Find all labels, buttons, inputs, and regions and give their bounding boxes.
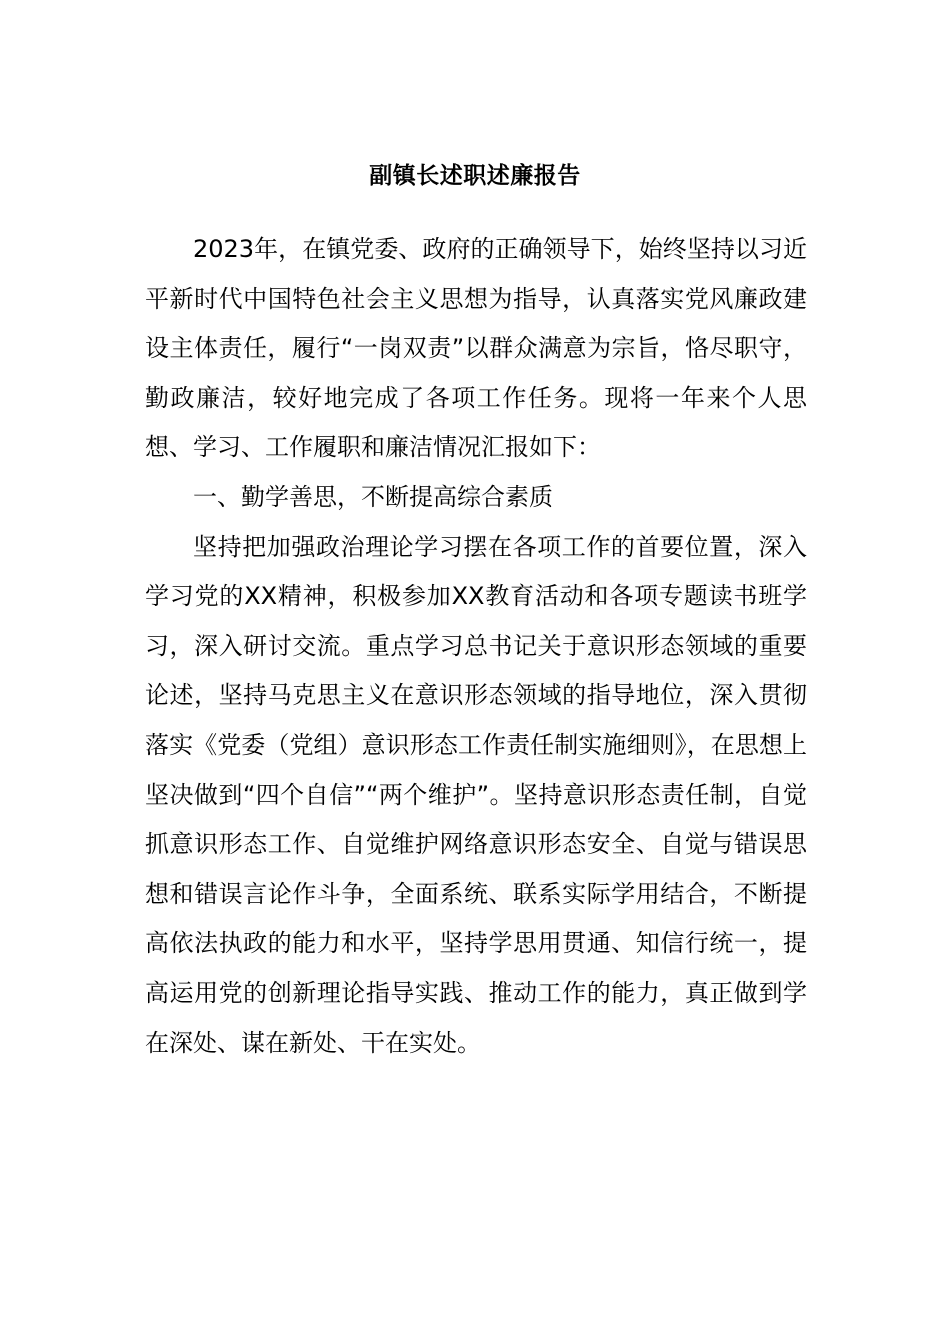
paragraph-intro: 2023年，在镇党委、政府的正确领导下，始终坚持以习近平新时代中国特色社会主义思想为指导，认真落实党风廉政建设主体责任，履行“一岗双责”以群众满意为宗旨，恪尽职守，勤政廉洁，较好地完成了各项工作任务。现将一年来个人思想、学习、工作履职和廉洁情况汇报如下： bbox=[145, 235, 807, 462]
section-heading-1: 一、勤学善思，不断提高综合素质 bbox=[193, 482, 553, 511]
paragraph-section-1: 坚持把加强政治理论学习摆在各项工作的首要位置，深入学习党的XX精神，积极参加XX教育活动和各项专题读书班学习，深入研讨交流。重点学习总书记关于意识形态领域的重要论述，坚持马克思主义在意识形态领域的指导地位，深入贯彻落实《党委（党组）意识形态工作责任制实施细则》，在思想上坚决做到“四个自信”“两个维护”。坚持意识形态责任制，自觉抓意识形态工作、自觉维护网络意识形态安全、自觉与错误思想和错误言论作斗争，全面系统、联系实际学用结合，不断提高依法执政的能力和水平，坚持学思用贯通、知信行统一，提高运用党的创新理论指导实践、推动工作的能力，真正做到学在深处、谋在新处、干在实处。 bbox=[145, 532, 807, 1057]
document-title: 副镇长述职述廉报告 bbox=[369, 163, 581, 189]
document-body bbox=[145, 225, 807, 1068]
